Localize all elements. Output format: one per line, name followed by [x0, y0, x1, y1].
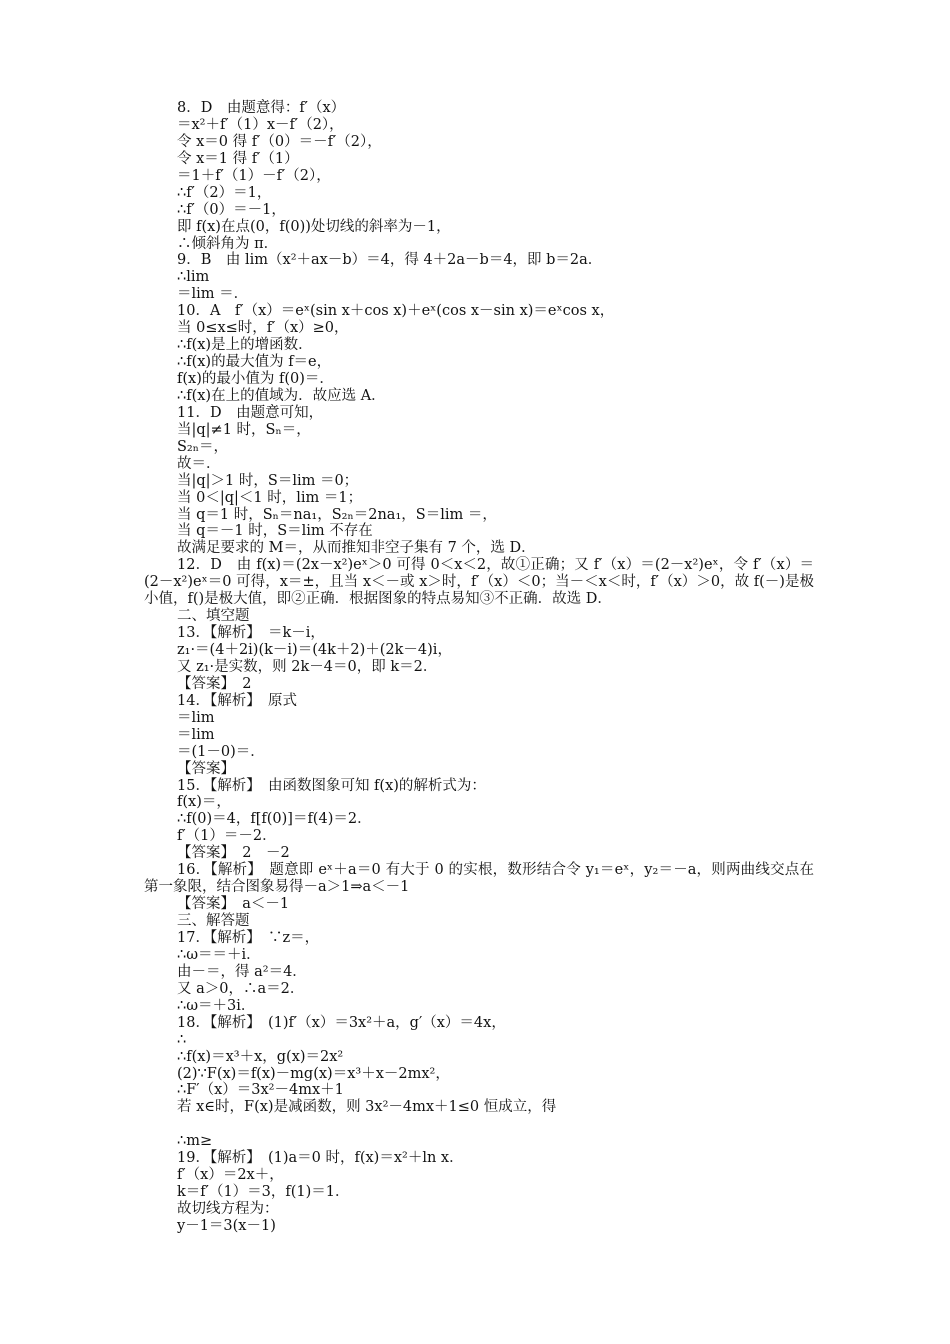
text-line: ＝lim [177, 726, 215, 743]
text-line: ＝1＋f′（1）－f′（2）， [177, 167, 331, 184]
text-line: 8．D 由题意得：f′（x） [177, 100, 346, 116]
text-line: 当 q＝－1 时，S＝lim 不存在 [177, 523, 373, 540]
text-line: ∴f′（2）＝1， [177, 184, 272, 201]
text-line: ∴f(x)的最大值为 f＝e， [177, 354, 332, 371]
text-line: ＝x²＋f′（1）x－f′（2）， [177, 116, 344, 133]
text-line: 【答案】 [177, 760, 235, 777]
text-line: k＝f′（1）＝3，f(1)＝1． [177, 1184, 350, 1201]
text-line: 又 z₁·是实数，则 2k－4＝0，即 k＝2． [177, 658, 438, 675]
text-line: f(x)的最小值为 f(0)＝． [177, 371, 334, 387]
text-line: 11．D 由题意可知， [177, 404, 324, 421]
text-line: y－1＝3(x－1) [177, 1217, 276, 1234]
text-line: 10．A f′（x）＝eˣ(sin x＋cos x)＋eˣ(cos x－sin x)＝eˣcos x， [177, 303, 615, 320]
text-line: ∴f(x)＝x³＋x，g(x)＝2x² [177, 1048, 344, 1065]
text-line: ＝(1－0)＝． [177, 743, 265, 760]
text-line: 又 a＞0，∴a＝2． [177, 980, 305, 997]
text-line: 17．【解析】 ∵z＝， [177, 930, 320, 947]
text-line: ∴F′（x）＝3x²－4mx＋1 [177, 1082, 344, 1099]
text-line: ∴倾斜角为 π． [177, 235, 279, 252]
text-line: 【答案】 2 －2 [177, 845, 290, 862]
text-line: 【答案】 a＜－1 [177, 896, 290, 913]
text-line: ∴f(0)＝4，f[f(0)]＝f(4)＝2． [177, 811, 372, 828]
text-line: 14．【解析】 原式 [177, 692, 297, 709]
text-line: 即 f(x)在点(0，f(0))处切线的斜率为－1， [177, 218, 451, 235]
text-line: 【答案】 2 [177, 675, 252, 692]
text-line: 15．【解析】 由函数图象可知 f(x)的解析式为： [177, 777, 486, 794]
text-line: ∴ω＝＝＋i． [177, 946, 261, 963]
text-line: f′（1）＝－2． [177, 828, 277, 845]
text-line: ∴f′（0）＝－1， [177, 201, 286, 218]
text-line: ∴ [177, 1031, 187, 1048]
text-line: 当 0＜|q|＜1 时，lim ＝1； [177, 489, 363, 506]
text-line: 令 x＝1 得 f′（1） [177, 150, 299, 167]
text-line: 19．【解析】 (1)a＝0 时，f(x)＝x²＋ln x． [177, 1150, 464, 1167]
text-line: 12．D 由 f(x)＝(2x－x²)eˣ＞0 可得 0＜x＜2，故①正确；又 f′（x）＝(2－x²)eˣ，令 f′（x）＝(2－x²)eˣ＝0 可得，x＝±，且当 x＜－或 x＞时，f′（x）＜0；当－＜x＜时，f′（x）＞0，故 f(－)是极小值，f()是极大值，即②正确．根据图象的特点易知③不正确．故选 D． [144, 557, 814, 608]
text-line: 9．B 由 lim（x²＋ax－b）＝4，得 4＋2a－b＝4，即 b＝2a． [177, 252, 603, 269]
text-line: ∴f(x)是上的增函数． [177, 337, 313, 354]
text-line: 故切线方程为： [177, 1201, 279, 1218]
text-line: S₂ₙ＝， [177, 438, 229, 455]
text-line: 由－＝，得 a²＝4． [177, 963, 307, 980]
text-line: 当|q|＞1 时，S＝lim ＝0； [177, 472, 359, 489]
text-line: ∴ω＝＋3i． [177, 997, 256, 1014]
text-line: 二、填空题 [177, 608, 250, 625]
text-line: ∴lim [177, 269, 210, 286]
text-line: z₁·＝(4＋2i)(k－i)＝(4k＋2)＋(2k－4)i， [177, 642, 452, 659]
text-line: 令 x＝0 得 f′（0）＝－f′（2）， [177, 133, 382, 150]
text-line: ＝lim [177, 709, 215, 726]
text-line: 13．【解析】 ＝k－i， [177, 625, 325, 642]
text-line: f′（x）＝2x＋， [177, 1167, 284, 1184]
text-line: 故满足要求的 M＝，从而推知非空子集有 7 个，选 D． [177, 540, 536, 557]
text-line: ＝lim ＝． [177, 286, 249, 303]
text-line: 若 x∈时，F(x)是减函数，则 3x²－4mx＋1≤0 恒成立，得 [177, 1099, 557, 1116]
text-line: ∴f(x)在上的值域为．故应选 A． [177, 387, 386, 404]
blank-line [144, 1116, 814, 1133]
text-line: 当 0≤x≤时，f′（x）≥0， [177, 320, 349, 337]
text-line: 当 q＝1 时，Sₙ＝na₁，S₂ₙ＝2na₁，S＝lim ＝， [177, 506, 497, 523]
text-line: 18．【解析】 (1)f′（x）＝3x²＋a，g′（x）＝4x， [177, 1014, 506, 1031]
text-line: (2)∵F(x)＝f(x)－mg(x)＝x³＋x－2mx²， [177, 1065, 450, 1082]
text-line: 16．【解析】 题意即 eˣ＋a＝0 有大于 0 的实根，数形结合令 y₁＝eˣ，y₂＝－a，则两曲线交点在第一象限，结合图象易得－a＞1⇒a＜－1 [144, 862, 814, 896]
text-line: f(x)＝， [177, 794, 231, 811]
text-line: 当|q|≠1 时，Sₙ＝， [177, 421, 311, 438]
text-line: 三、解答题 [177, 913, 250, 930]
text-line: ∴m≥ [177, 1133, 213, 1150]
text-line: 故＝． [177, 455, 221, 472]
document-body [144, 100, 814, 1235]
